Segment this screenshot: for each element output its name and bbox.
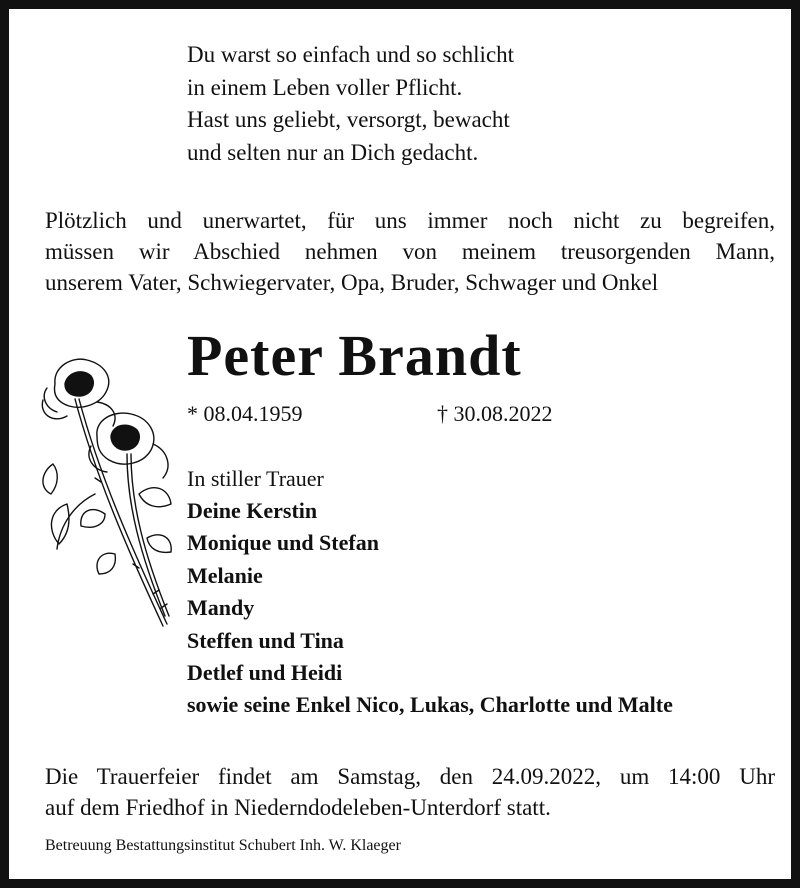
memorial-poem xyxy=(187,39,514,169)
undertaker-credit: Betreuung Bestattungsinstitut Schubert Inh. W. Klaeger xyxy=(45,837,401,854)
mourner-list xyxy=(187,495,673,722)
funeral-line: Die Trauerfeier findet am Samstag, den 24.09.2022, um 14:00 Uhr xyxy=(45,764,775,789)
poem-line: Hast uns geliebt, versorgt, bewacht xyxy=(187,107,510,132)
mourning-intro: In stiller Trauer xyxy=(187,466,324,491)
mourner-name: Melanie xyxy=(187,562,263,588)
mourner-name: Deine Kerstin xyxy=(187,498,318,523)
death-date: † 30.08.2022 xyxy=(437,401,553,426)
poem-line: und selten nur an Dich gedacht. xyxy=(187,139,479,165)
mourner-name: sowie seine Enkel Nico, Lukas, Charlotte und Malte xyxy=(187,692,673,718)
funeral-line: auf dem Friedhof in Niederndodeleben-Unterdorf statt. xyxy=(45,795,551,820)
announcement-text xyxy=(45,205,775,298)
mourner-name: Mandy xyxy=(187,595,255,621)
announcement-line: müssen wir Abschied nehmen von meinem treusorgenden Mann, xyxy=(45,239,775,264)
funeral-details xyxy=(45,761,775,823)
deceased-name: Peter Brandt xyxy=(187,323,522,388)
poem-line: Du warst so einfach und so schlicht xyxy=(187,42,515,67)
announcement-line: Plötzlich und unerwartet, für uns immer noch nicht zu begreifen, xyxy=(45,208,775,233)
mourner-name: Monique und Stefan xyxy=(187,530,379,556)
poem-line: in einem Leben voller Pflicht. xyxy=(187,74,463,100)
birth-date: * 08.04.1959 xyxy=(187,401,303,426)
rose-icon xyxy=(35,354,180,644)
mourner-name: Steffen und Tina xyxy=(187,627,344,653)
mourner-name: Detlef und Heidi xyxy=(187,660,343,686)
announcement-line: unserem Vater, Schwiegervater, Opa, Bruder, Schwager und Onkel xyxy=(45,270,659,295)
